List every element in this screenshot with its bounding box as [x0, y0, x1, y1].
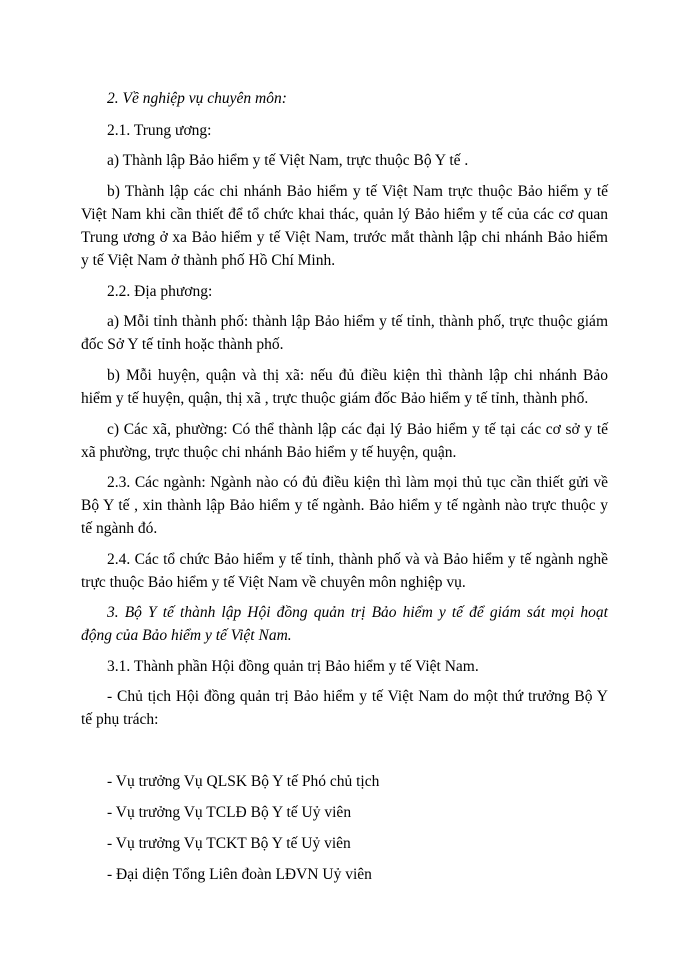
section-2-3-line: tế ngành đó.	[81, 520, 158, 537]
section-2-2-b-line: hiểm y tế huyện, quận, thị xã , trực thuộc giám đốc Bảo hiểm y tế tỉnh, thành phố.	[81, 390, 589, 407]
section-2-3-line: 2.3. Các ngành: Ngành nào có đủ điều kiện thì làm mọi thủ tục cần thiết gửi về	[107, 474, 608, 491]
section-2-3-line: Bộ Y tế , xin thành lập Bảo hiểm y tế ngành. Bảo hiểm y tế ngành nào trực thuộc y	[81, 497, 608, 514]
section-2-4-line: 2.4. Các tổ chức Bảo hiểm y tế tỉnh, thành phố và và Bảo hiểm y tế ngành nghề	[107, 551, 608, 568]
section-2-heading: 2. Về nghiệp vụ chuyên môn:	[107, 90, 287, 107]
section-2-1-b-line: Trung ương ở xa Bảo hiểm y tế Việt Nam, trước mắt thành lập chi nhánh Bảo hiểm	[81, 229, 608, 246]
section-3-1-chair-line: - Chủ tịch Hội đồng quản trị Bảo hiểm y tế Việt Nam do một thứ trưởng Bộ Y	[107, 688, 608, 705]
section-2-2-a-line: đốc Sở Y tế tỉnh hoặc thành phố.	[81, 336, 284, 353]
section-2-1-a: a) Thành lập Bảo hiểm y tế Việt Nam, trực thuộc Bộ Y tế .	[107, 152, 469, 169]
member-list-item: - Vụ trưởng Vụ TCLĐ Bộ Y tế Uỷ viên	[107, 804, 352, 821]
member-list-item: - Vụ trưởng Vụ TCKT Bộ Y tế Uỷ viên	[107, 835, 351, 852]
section-3-1-heading: 3.1. Thành phần Hội đồng quản trị Bảo hiểm y tế Việt Nam.	[107, 658, 479, 675]
section-2-4-line: trực thuộc Bảo hiểm y tế Việt Nam về chuyên môn nghiệp vụ.	[81, 574, 466, 591]
section-2-1-heading: 2.1. Trung ương:	[107, 122, 212, 139]
section-3-heading-line: động của Bảo hiểm y tế Việt Nam.	[81, 627, 292, 644]
section-2-1-b-line: b) Thành lập các chi nhánh Bảo hiểm y tế Việt Nam trực thuộc Bảo hiểm y tế	[107, 183, 608, 200]
section-2-2-c-line: xã phường, trực thuộc chi nhánh Bảo hiểm y tế huyện, quận.	[81, 444, 457, 461]
section-2-2-c-line: c) Các xã, phường: Có thể thành lập các đại lý Bảo hiểm y tế tại các cơ sở y tế	[107, 421, 608, 438]
section-2-1-b-line: y tế Việt Nam ở thành phố Hồ Chí Minh.	[81, 252, 336, 269]
section-2-2-b-line: b) Mỗi huyện, quận và thị xã: nếu đủ điều kiện thì thành lập chi nhánh Bảo	[107, 367, 608, 384]
section-3-1-chair-line: tế phụ trách:	[81, 711, 159, 728]
section-2-2-heading: 2.2. Địa phương:	[107, 283, 213, 300]
section-3-heading-line: 3. Bộ Y tế thành lập Hội đồng quản trị Bảo hiểm y tế để giám sát mọi hoạt	[107, 604, 608, 621]
member-list-item: - Vụ trưởng Vụ QLSK Bộ Y tế Phó chủ tịch	[107, 773, 380, 790]
section-2-2-a-line: a) Mỗi tỉnh thành phố: thành lập Bảo hiểm y tế tỉnh, thành phố, trực thuộc giám	[107, 313, 608, 330]
member-list-item: - Đại diện Tổng Liên đoàn LĐVN Uỷ viên	[107, 866, 372, 883]
section-2-1-b-line: Việt Nam khi cần thiết để tổ chức khai thác, quản lý Bảo hiểm y tế của các cơ quan	[81, 206, 608, 223]
